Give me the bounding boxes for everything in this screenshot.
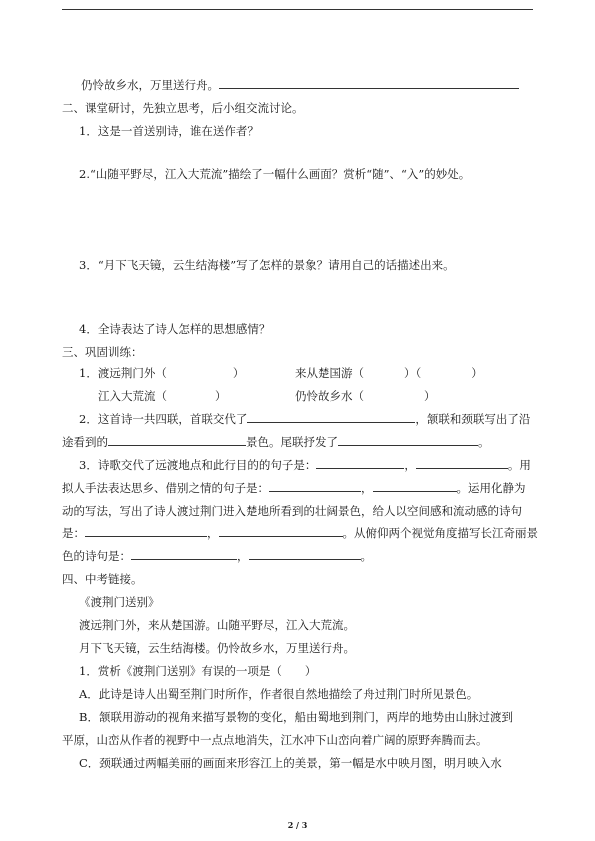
text: 。	[478, 435, 490, 449]
text: ）	[424, 389, 436, 403]
mc-option-b[interactable]: B．颔联用游动的视角来描写景物的变化，船由蜀地到荆门，两岸的地势由山脉过渡到	[79, 710, 513, 724]
poem-title: 《渡荆门送别》	[79, 595, 160, 609]
answer-blank[interactable]	[269, 480, 361, 492]
page-number: 2 / 3	[287, 820, 308, 830]
text: ，	[361, 481, 373, 495]
text: 。用	[507, 458, 531, 472]
answer-blank[interactable]	[316, 457, 404, 469]
text: 拟人手法表达思乡、借别之情的句子是：	[62, 481, 269, 495]
answer-blank[interactable]	[416, 457, 508, 469]
fill-item-1b	[295, 365, 483, 381]
text: 2．这首诗一共四联，首联交代了	[79, 412, 248, 426]
answer-blank[interactable]	[247, 411, 415, 423]
fill-item-1a	[79, 365, 244, 381]
text: 来从楚国游（	[295, 366, 364, 380]
poem-line-fill	[81, 77, 519, 93]
fill-item-3-line2	[62, 480, 526, 496]
answer-blank[interactable]	[85, 525, 207, 537]
text: ，	[404, 458, 416, 472]
answer-blank[interactable]	[131, 548, 237, 560]
answer-blank[interactable]	[219, 525, 343, 537]
text: ，	[207, 526, 219, 540]
text: ，颔联和颈联写出了沿	[415, 412, 531, 426]
text: ，	[237, 549, 249, 563]
answer-blank[interactable]	[108, 434, 246, 446]
fill-item-1c	[98, 388, 227, 404]
section-heading-2: 二、课堂研讨，先独立思考，后小组交流讨论。	[62, 101, 304, 115]
text: 景色。尾联抒发了	[246, 435, 338, 449]
mc-option-c[interactable]: C．颈联通过两幅美丽的画面来形容江上的美景，第一幅是水中映月图，明月映入水	[79, 756, 502, 770]
text: ）	[471, 366, 483, 380]
fill-item-2-line2	[62, 434, 490, 450]
fill-item-1d	[295, 388, 436, 404]
answer-blank[interactable]	[338, 434, 478, 446]
fill-item-3-line5	[62, 548, 372, 564]
poem-line: 渡远荆门外，来从楚国游。山随平野尽，江入大荒流。	[79, 618, 355, 632]
text: ）	[232, 366, 245, 380]
fill-item-3-line4	[62, 525, 538, 541]
answer-blank[interactable]	[219, 77, 519, 89]
mc-option-b-cont: 平原，山峦从作者的视野中一点点地消失，江水冲下山峦向着广阔的原野奔腾而去。	[62, 733, 488, 747]
text: 3．诗歌交代了远渡地点和此行目的的句子是：	[79, 458, 317, 472]
fill-item-3-line1	[79, 457, 531, 473]
poem-line: 月下飞天镜，云生结海楼。仍怜故乡水，万里送行舟。	[79, 641, 355, 655]
text: ）（	[404, 366, 422, 380]
fill-item-2-line1	[79, 411, 530, 427]
text: 1．渡远荆门外（	[79, 366, 167, 380]
section-heading-3: 三、巩固训练：	[62, 345, 143, 359]
text: 。运用化静为	[456, 481, 526, 495]
question-4: 4．全诗表达了诗人怎样的思想感情？	[79, 322, 271, 336]
text: 仍怜故乡水（	[295, 389, 364, 403]
question-3: 3．“月下飞天镜，云生结海楼”写了怎样的景象？请用自己的话描述出来。	[79, 258, 455, 272]
text: 仍怜故乡水，万里送行舟。	[81, 78, 219, 92]
mc-question: 1．赏析《渡荆门送别》有误的一项是（ ）	[79, 664, 317, 678]
answer-blank[interactable]	[249, 548, 361, 560]
answer-blank[interactable]	[373, 480, 457, 492]
text: 途看到的	[62, 435, 108, 449]
section-heading-4: 四、中考链接。	[62, 572, 143, 586]
question-1: 1．这是一首送别诗，谁在送作者？	[79, 124, 259, 138]
text: 是：	[62, 526, 85, 540]
mc-option-a[interactable]: A．此诗是诗人出蜀至荆门时所作，作者很自然地描绘了舟过荆门时所见景色。	[79, 687, 479, 701]
text: 。从俯仰两个视觉角度描写长江奇丽景	[342, 526, 538, 540]
text: 色的诗句是：	[62, 549, 131, 563]
fill-item-3-line3: 动的写法，写出了诗人渡过荆门进入楚地所看到的壮阔景色，给人以空间感和流动感的诗句	[62, 504, 522, 518]
text: 。	[360, 549, 372, 563]
text: ）	[215, 389, 227, 403]
text: 江入大荒流（	[98, 389, 167, 403]
header-rule	[62, 9, 533, 10]
question-2: 2.“山随平野尽，江入大荒流”描绘了一幅什么画面？赏析“随”、“入”的妙处。	[79, 167, 471, 181]
